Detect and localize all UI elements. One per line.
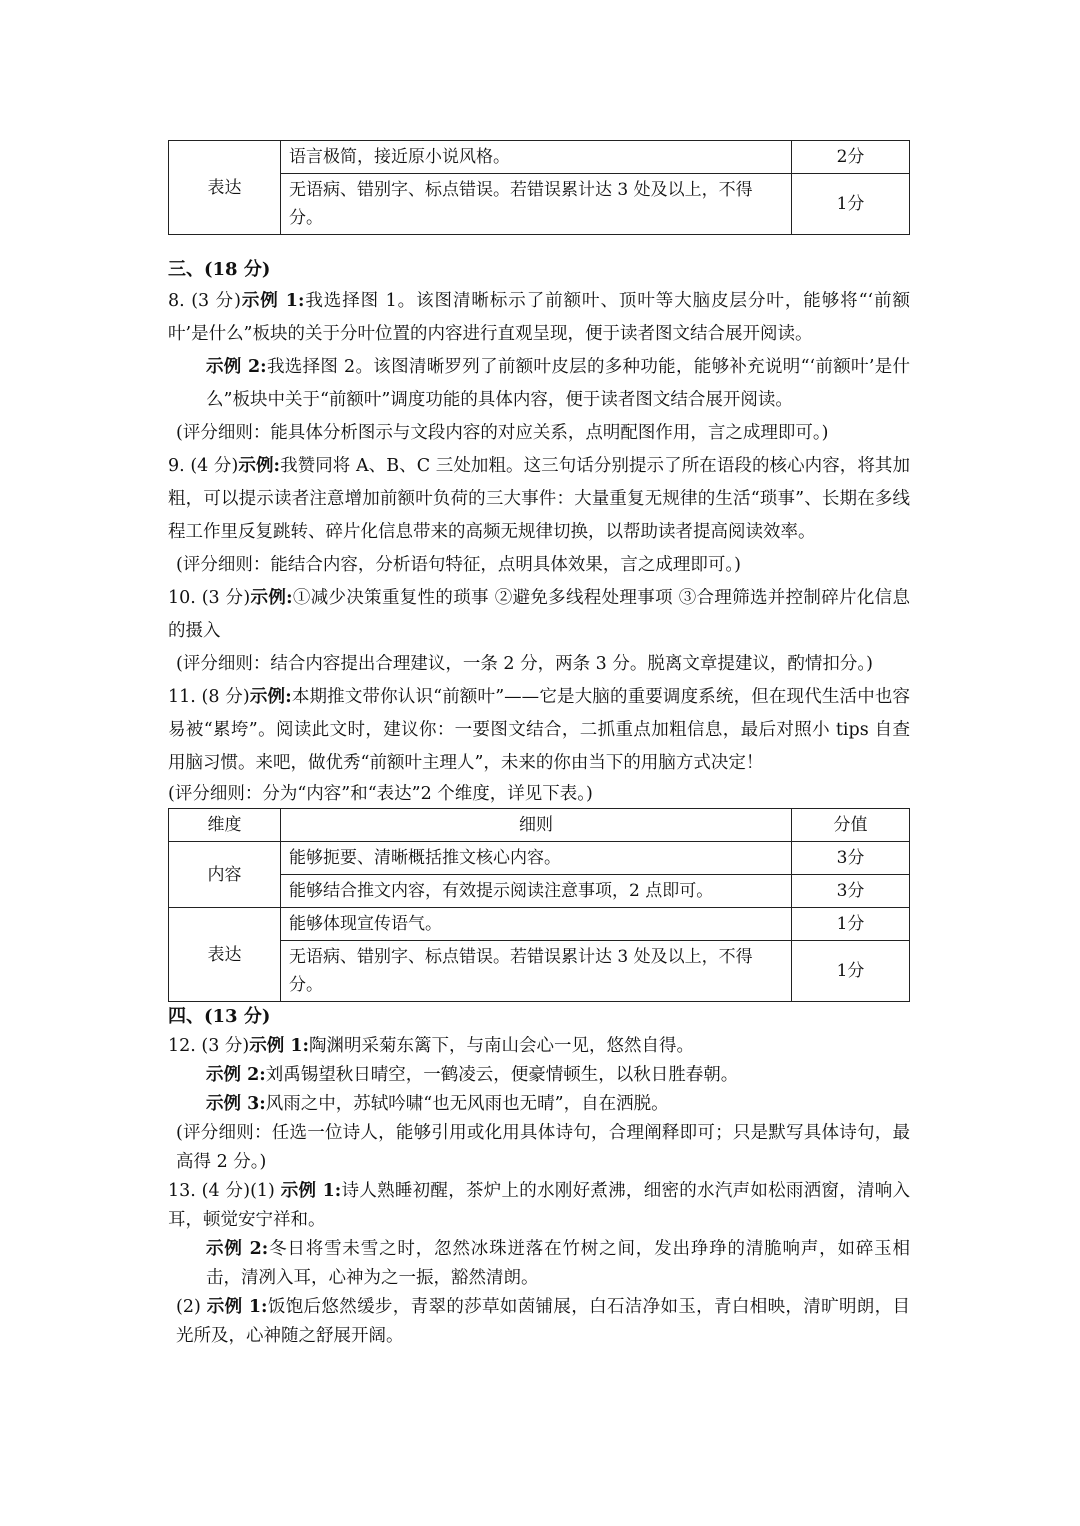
part-number: (2) [176,1297,201,1317]
question-number: 8. (3 分) [168,291,241,311]
q8-example-2 [168,351,910,417]
score-cell: 1分 [792,941,910,1002]
q13-part1-example-2 [168,1235,910,1293]
section-heading: 三、(18 分) [168,259,271,280]
example-label: 示例 2: [206,1065,266,1085]
q13-part2-example-1 [168,1293,910,1351]
q12-example-2 [168,1061,910,1090]
q9-answer [168,450,910,549]
answer-text: 风雨之中，苏轼吟啸“也无风雨也无晴”，自在洒脱。 [265,1094,669,1114]
score-cell: 2分 [792,141,910,174]
answer-text: 刘禹锡望秋日晴空，一鹤凌云，便豪情顿生，以秋日胜春朝。 [265,1065,739,1085]
example-label: 示例 1: [240,291,305,311]
question-number: 12. (3 分) [168,1036,250,1056]
criteria-cell: 能够扼要、清晰概括推文核心内容。 [281,842,792,875]
table-row [169,174,910,235]
question-number: 11. (8 分) [168,687,250,707]
table-header-row [169,809,910,842]
answer-text: 本期推文带你认识“前额叶”——它是大脑的重要调度系统，但在现代生活中也容易被“累垮”。阅读此文时，建议你：一要图文结合，二抓重点加粗信息，最后对照小 tips 自查用脑习惯。来吧，做优秀“前额叶主理人”，未来的你由当下的用脑方式决定！ [168,687,911,773]
answer-text: ①减少决策重复性的琐事 ②避免多线程处理事项 ③合理筛选并控制碎片化信息的摄入 [168,588,910,641]
example-label: 示例: [238,456,280,476]
table-row [169,842,910,875]
column-header: 维度 [169,809,281,842]
answer-text: 我赞同将 A、B、C 三处加粗。这三句话分别提示了所在语段的核心内容，将其加粗，可以提示读者注意增加前额叶负荷的三大事件：大量重复无规律的生活“琐事”、长期在多线程工作里反复跳转、碎片化信息带来的高频无规律切换，以帮助读者提高阅读效率。 [168,456,910,542]
scoring-note: (评分细则：能具体分析图示与文段内容的对应关系，点明配图作用，言之成理即可。) [176,423,829,443]
criteria-cell: 语言极简，接近原小说风格。 [281,141,792,174]
score-cell: 1分 [792,908,910,941]
scoring-note: (评分细则：能结合内容，分析语句特征，点明具体效果，言之成理即可。) [176,555,741,575]
table-row [169,141,910,174]
example-label: 示例: [249,687,292,707]
expression-rubric-table-top [168,140,910,235]
q8-example-1 [168,285,910,351]
example-label: 示例 1: [206,1297,268,1317]
table-row [169,941,910,1002]
q11-answer [168,681,910,780]
score-cell: 3分 [792,875,910,908]
question-number: 10. (3 分) [168,588,251,608]
answer-text: 冬日将雪未雪之时，忽然冰珠迸落在竹树之间，发出琤琤的清脆响声，如碎玉相击，清冽入耳，心神为之一振，豁然清朗。 [206,1239,911,1288]
answer-text: 陶渊明采菊东篱下，与南山会心一见，悠然自得。 [308,1036,694,1056]
q10-answer [168,582,910,648]
criteria-cell: 无语病、错别字、标点错误。若错误累计达 3 处及以上，不得分。 [281,174,792,235]
question-number: 9. (4 分) [168,456,239,476]
q12-example-1 [168,1032,910,1061]
dimension-cell: 表达 [169,141,281,235]
answer-text: 我选择图 1。该图清晰标示了前额叶、顶叶等大脑皮层分叶，能够将“‘前额叶’是什么”板块的关于分叶位置的内容进行直观呈现，便于读者图文结合展开阅读。 [168,291,910,344]
table-row [169,875,910,908]
scoring-note: (评分细则：结合内容提出合理建议，一条 2 分，两条 3 分。脱离文章提建议，酌情扣分。) [176,654,873,674]
criteria-cell: 能够结合推文内容，有效提示阅读注意事项，2 点即可。 [281,875,792,908]
answer-text: 我选择图 2。该图清晰罗列了前额叶皮层的多种功能，能够补充说明“‘前额叶’是什么”板块中关于“前额叶”调度功能的具体内容，便于读者图文结合展开阅读。 [206,357,910,410]
score-cell: 1分 [792,174,910,235]
q13-part1-example-1 [168,1177,910,1235]
part-number: (1) [250,1181,275,1201]
q11-rubric-table [168,808,910,1002]
scoring-note: (评分细则：分为“内容”和“表达”2 个维度，详见下表。) [168,784,593,804]
criteria-cell: 能够体现宣传语气。 [281,908,792,941]
answer-page [168,140,910,1351]
example-label: 示例 1: [280,1181,342,1201]
dimension-cell: 内容 [169,842,281,908]
example-label: 示例 2: [206,1239,269,1259]
example-label: 示例 3: [206,1094,266,1114]
answer-text: 诗人熟睡初醒，茶炉上的水刚好煮沸，细密的水汽声如松雨洒窗，清响入耳，顿觉安宁祥和。 [168,1181,911,1230]
question-number: 13. (4 分) [168,1181,251,1201]
answer-text: 饭饱后悠然缓步，青翠的莎草如茵铺展，白石洁净如玉，青白相映，清旷明朗，目光所及，心神随之舒展开阔。 [176,1297,910,1346]
example-label: 示例 1: [249,1036,309,1056]
section-heading: 四、(13 分) [168,1006,271,1027]
example-label: 示例 2: [206,357,267,377]
column-header: 细则 [281,809,792,842]
dimension-cell: 表达 [169,908,281,1002]
q12-example-3 [168,1090,910,1119]
table-row [169,908,910,941]
example-label: 示例: [250,588,293,608]
column-header: 分值 [792,809,910,842]
score-cell: 3分 [792,842,910,875]
scoring-note: (评分细则：任选一位诗人，能够引用或化用具体诗句，合理阐释即可；只是默写具体诗句，最高得 2 分。) [176,1123,910,1172]
criteria-cell: 无语病、错别字、标点错误。若错误累计达 3 处及以上，不得分。 [281,941,792,1002]
